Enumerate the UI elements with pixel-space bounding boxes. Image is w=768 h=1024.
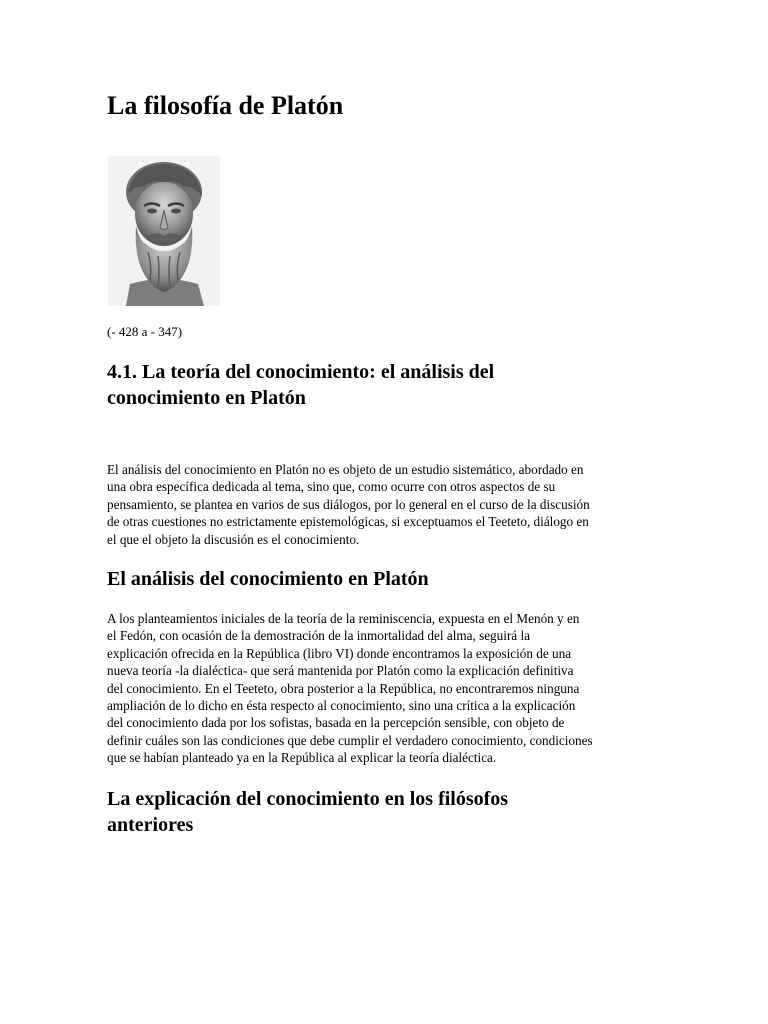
paragraph-line: ampliación de lo dicho en ésta respecto al conocimiento, sino una crítica a la explicación [107,698,576,714]
paragraph-line: del conocimiento. En el Teeteto, obra posterior a la República, no encontraremos ninguna [107,680,580,696]
lifespan-dates: (- 428 a - 347) [107,324,183,339]
paragraph-intro [107,461,667,548]
section-heading-analisis: El análisis del conocimiento en Platón [107,568,429,590]
paragraph-line: el que el objeto la discusión es el conocimiento. [107,531,360,547]
paragraph-line: explicación ofrecida en la República (libro VI) donde encontramos la exposición de una [107,645,572,661]
plato-bust-icon [108,156,220,306]
section-heading-teoria [107,359,687,411]
heading-line: anteriores [107,814,194,836]
paragraph-line: El análisis del conocimiento en Platón no es objeto de un estudio sistemático, abordado en [107,462,584,477]
section-heading-filosofos-anteriores [107,786,687,838]
paragraph-line: una obra específica dedicada al tema, sino que, como ocurre con otros aspectos de su [107,479,556,495]
paragraph-line: de otras cuestiones no estrictamente epistemológicas, si exceptuamos el Teeteto, diálogo en [107,514,589,530]
paragraph-line: el Fedón, con ocasión de la demostración de la inmortalidad del alma, seguirá la [107,628,530,644]
heading-line: 4.1. La teoría del conocimiento: el análisis del [107,361,495,383]
paragraph-line: pensamiento, se plantea en varios de sus diálogos, por lo general en el curso de la discusión [107,496,590,512]
heading-line: La explicación del conocimiento en los filósofos [107,788,509,810]
paragraph-line: A los planteamientos iniciales de la teoría de la reminiscencia, expuesta en el Menón y en [107,611,580,626]
heading-line: conocimiento en Platón [107,387,306,409]
paragraph-line: del conocimiento dada por los sofistas, basada en la percepción sensible, con objeto de [107,715,565,731]
paragraph-line: nueva teoría -la dialéctica- que será mantenida por Platón como la explicación definitiva [107,663,574,679]
plato-bust-image [108,156,220,306]
paragraph-line: definir cuáles son las condiciones que debe cumplir el verdadero conocimiento, condiciones [107,732,593,748]
page-title: La filosofía de Platón [107,91,344,120]
paragraph-line: que se habían planteado ya en la República al explicar la teoría dialéctica. [107,750,497,766]
paragraph-analisis [107,610,667,767]
